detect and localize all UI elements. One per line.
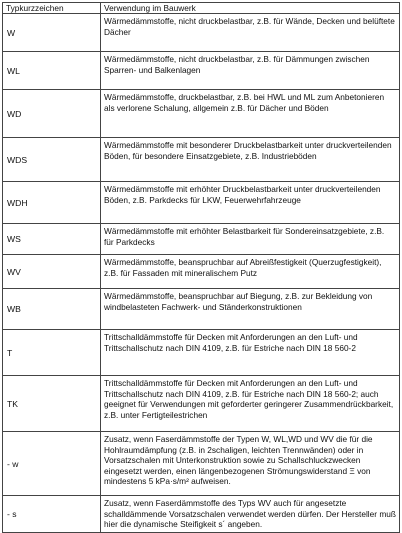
- header-verwendung: Verwendung im Bauwerk: [101, 3, 400, 14]
- dammstoff-type-table: [2, 2, 400, 533]
- table-row: [3, 432, 400, 496]
- table-row: [3, 14, 400, 52]
- type-description: Wärmedämmstoffe, beanspruchbar auf Abreißfestigkeit (Querzugfestigkeit), z.B. für Fassaden mit mineralischem Putz: [101, 255, 400, 289]
- type-description: Trittschalldämmstoffe für Decken mit Anforderungen an den Luft- und Trittschallschutz nach DIN 4109, z.B. für Estriche nach DIN 18 560-2: [101, 330, 400, 376]
- table-row: [3, 289, 400, 330]
- type-description: Wärmedämmstoffe, nicht druckbelastbar, z.B. für Dämmungen zwischen Sparren- und Balkenlagen: [101, 52, 400, 90]
- type-code: W: [3, 14, 101, 52]
- table-row: [3, 376, 400, 432]
- table-row: [3, 224, 400, 255]
- type-description: Trittschalldämmstoffe für Decken mit Anforderungen an den Luft- und Trittschallschutz nach DIN 4109, z.B. für Estriche nach DIN 18 560-2; auch geeignet für Verwendungen mit geforderter geringerer Zusammendrückbarkeit, z.B. unter Fertigteilestrichen: [101, 376, 400, 432]
- type-code: WB: [3, 289, 101, 330]
- type-description: Wärmedämmstoffe mit erhöhter Druckbelastbarkeit unter druckverteilenden Böden, z.B. Parkdecks für LKW, Feuerwehrfahrzeuge: [101, 182, 400, 224]
- type-description: Wärmedämmstoffe, beanspruchbar auf Biegung, z.B. zur Bekleidung von windbelasteten Fachwerk- und Ständerkonstruktionen: [101, 289, 400, 330]
- type-code: WDH: [3, 182, 101, 224]
- table-header-row: [3, 3, 400, 14]
- table-row: [3, 182, 400, 224]
- table-row: [3, 330, 400, 376]
- type-code: - w: [3, 432, 101, 496]
- header-typkurzzeichen: Typkurzzeichen: [3, 3, 101, 14]
- table-row: [3, 52, 400, 90]
- type-code: TK: [3, 376, 101, 432]
- type-description: Zusatz, wenn Faserdämmstoffe der Typen W, WL,WD und WV die für die Hohlraumdämpfung (z.B. in 2schaligen, leichten Trennwänden) oder in Vorsatzschalen mit Unterkonstruktion sowie zu Schallschluckzwecken eingesetzt werden, einen längenbezogenen Strömungswiderstand Ξ von mindestens 5 kPa·s/m² aufweisen.: [101, 432, 400, 496]
- type-description: Wärmedämmstoffe mit erhöhter Belastbarkeit für Sondereinsatzgebiete, z.B. für Parkdecks: [101, 224, 400, 255]
- type-code: WD: [3, 90, 101, 138]
- type-code: - s: [3, 496, 101, 532]
- type-description: Zusatz, wenn Faserdämmstoffe des Typs WV auch für angesetzte schalldämmende Vorsatzschalen verwendet werden dürfen. Der Hersteller muß hier die dynamische Steifigkeit s´ angeben.: [101, 496, 400, 532]
- table-row: [3, 496, 400, 532]
- table-row: [3, 90, 400, 138]
- type-description: Wärmedämmstoffe, nicht druckbelastbar, z.B. für Wände, Decken und belüftete Dächer: [101, 14, 400, 52]
- type-code: WV: [3, 255, 101, 289]
- type-code: WL: [3, 52, 101, 90]
- type-description: Wärmedämmstoffe, druckbelastbar, z.B. bei HWL und ML zum Anbetonieren als verlorene Schalung, allgemein z.B. für Dächer und Böden: [101, 90, 400, 138]
- type-code: WDS: [3, 138, 101, 182]
- table-row: [3, 138, 400, 182]
- type-code: T: [3, 330, 101, 376]
- type-description: Wärmedämmstoffe mit besonderer Druckbelastbarkeit unter druckverteilenden Böden, für besondere Einsatzgebiete, z.B. Industrieböden: [101, 138, 400, 182]
- table-row: [3, 255, 400, 289]
- type-code: WS: [3, 224, 101, 255]
